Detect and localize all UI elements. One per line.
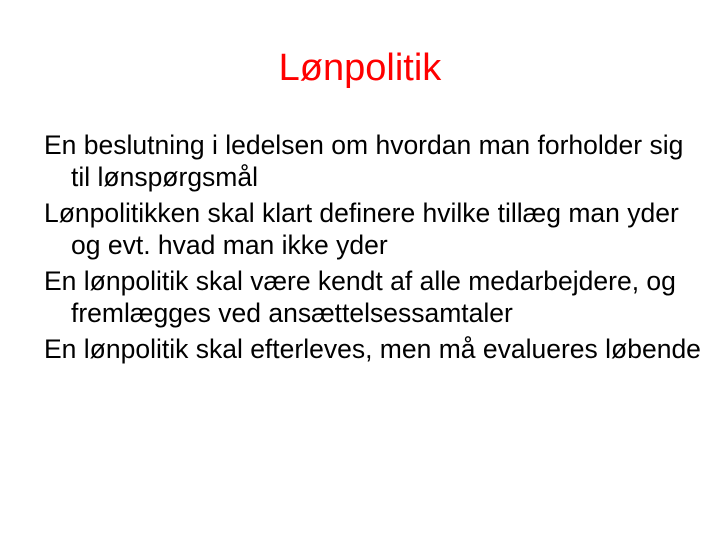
bullet-item: En lønpolitik skal være kendt af alle medarbejdere, og fremlægges ved ansættelsessamtaler bbox=[44, 266, 676, 328]
bullet-item: Lønpolitikken skal klart definere hvilke tillæg man yder og evt. hvad man ikke yder bbox=[44, 198, 679, 260]
bullet-item: En beslutning i ledelsen om hvordan man forholder sig til lønspørgsmål bbox=[44, 130, 684, 192]
slide-title: Lønpolitik bbox=[278, 47, 442, 89]
bullet-item: En lønpolitik skal efterleves, men må evalueres løbende bbox=[44, 334, 701, 364]
bullet-list bbox=[44, 129, 704, 365]
